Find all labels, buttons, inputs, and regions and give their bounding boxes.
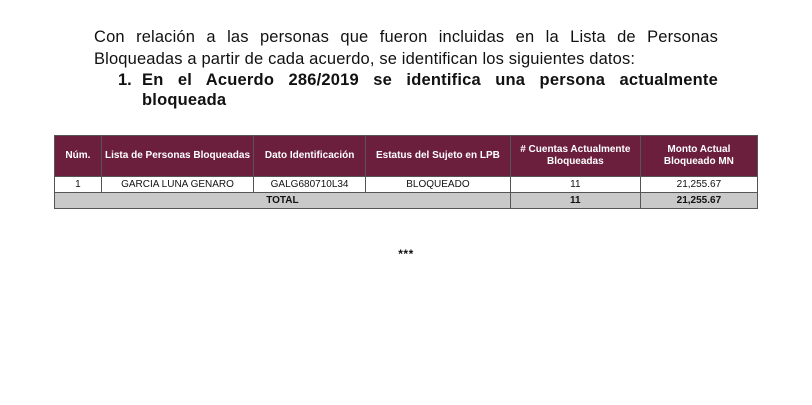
section-heading	[118, 70, 718, 110]
header-dato: Dato Identificación	[254, 136, 366, 177]
total-label: TOTAL	[55, 193, 511, 209]
intro-paragraph: Con relación a las personas que fueron incluidas en la Lista de Personas Bloqueadas a partir de cada acuerdo, se identifican los siguientes datos:	[94, 27, 718, 68]
cell-num: 1	[55, 177, 102, 193]
total-cuentas: 11	[510, 193, 640, 209]
header-estatus: Estatus del Sujeto en LPB	[366, 136, 511, 177]
header-monto: Monto Actual Bloqueado MN	[640, 136, 757, 177]
table-row	[55, 177, 758, 193]
end-marker: ***	[398, 247, 414, 261]
heading-number: 1.	[118, 71, 132, 89]
cell-estatus: BLOQUEADO	[366, 177, 511, 193]
cell-dato: GALG680710L34	[254, 177, 366, 193]
table-total-row	[55, 193, 758, 209]
header-lista: Lista de Personas Bloqueadas	[101, 136, 253, 177]
header-cuentas: # Cuentas Actualmente Bloqueadas	[510, 136, 640, 177]
header-num: Núm.	[55, 136, 102, 177]
cell-monto: 21,255.67	[640, 177, 757, 193]
total-monto: 21,255.67	[640, 193, 757, 209]
table-header-row	[55, 136, 758, 177]
cell-cuentas: 11	[510, 177, 640, 193]
blocked-persons-table	[54, 135, 758, 209]
cell-lista: GARCIA LUNA GENARO	[101, 177, 253, 193]
heading-text: En el Acuerdo 286/2019 se identifica una persona actualmente bloqueada	[142, 71, 718, 109]
